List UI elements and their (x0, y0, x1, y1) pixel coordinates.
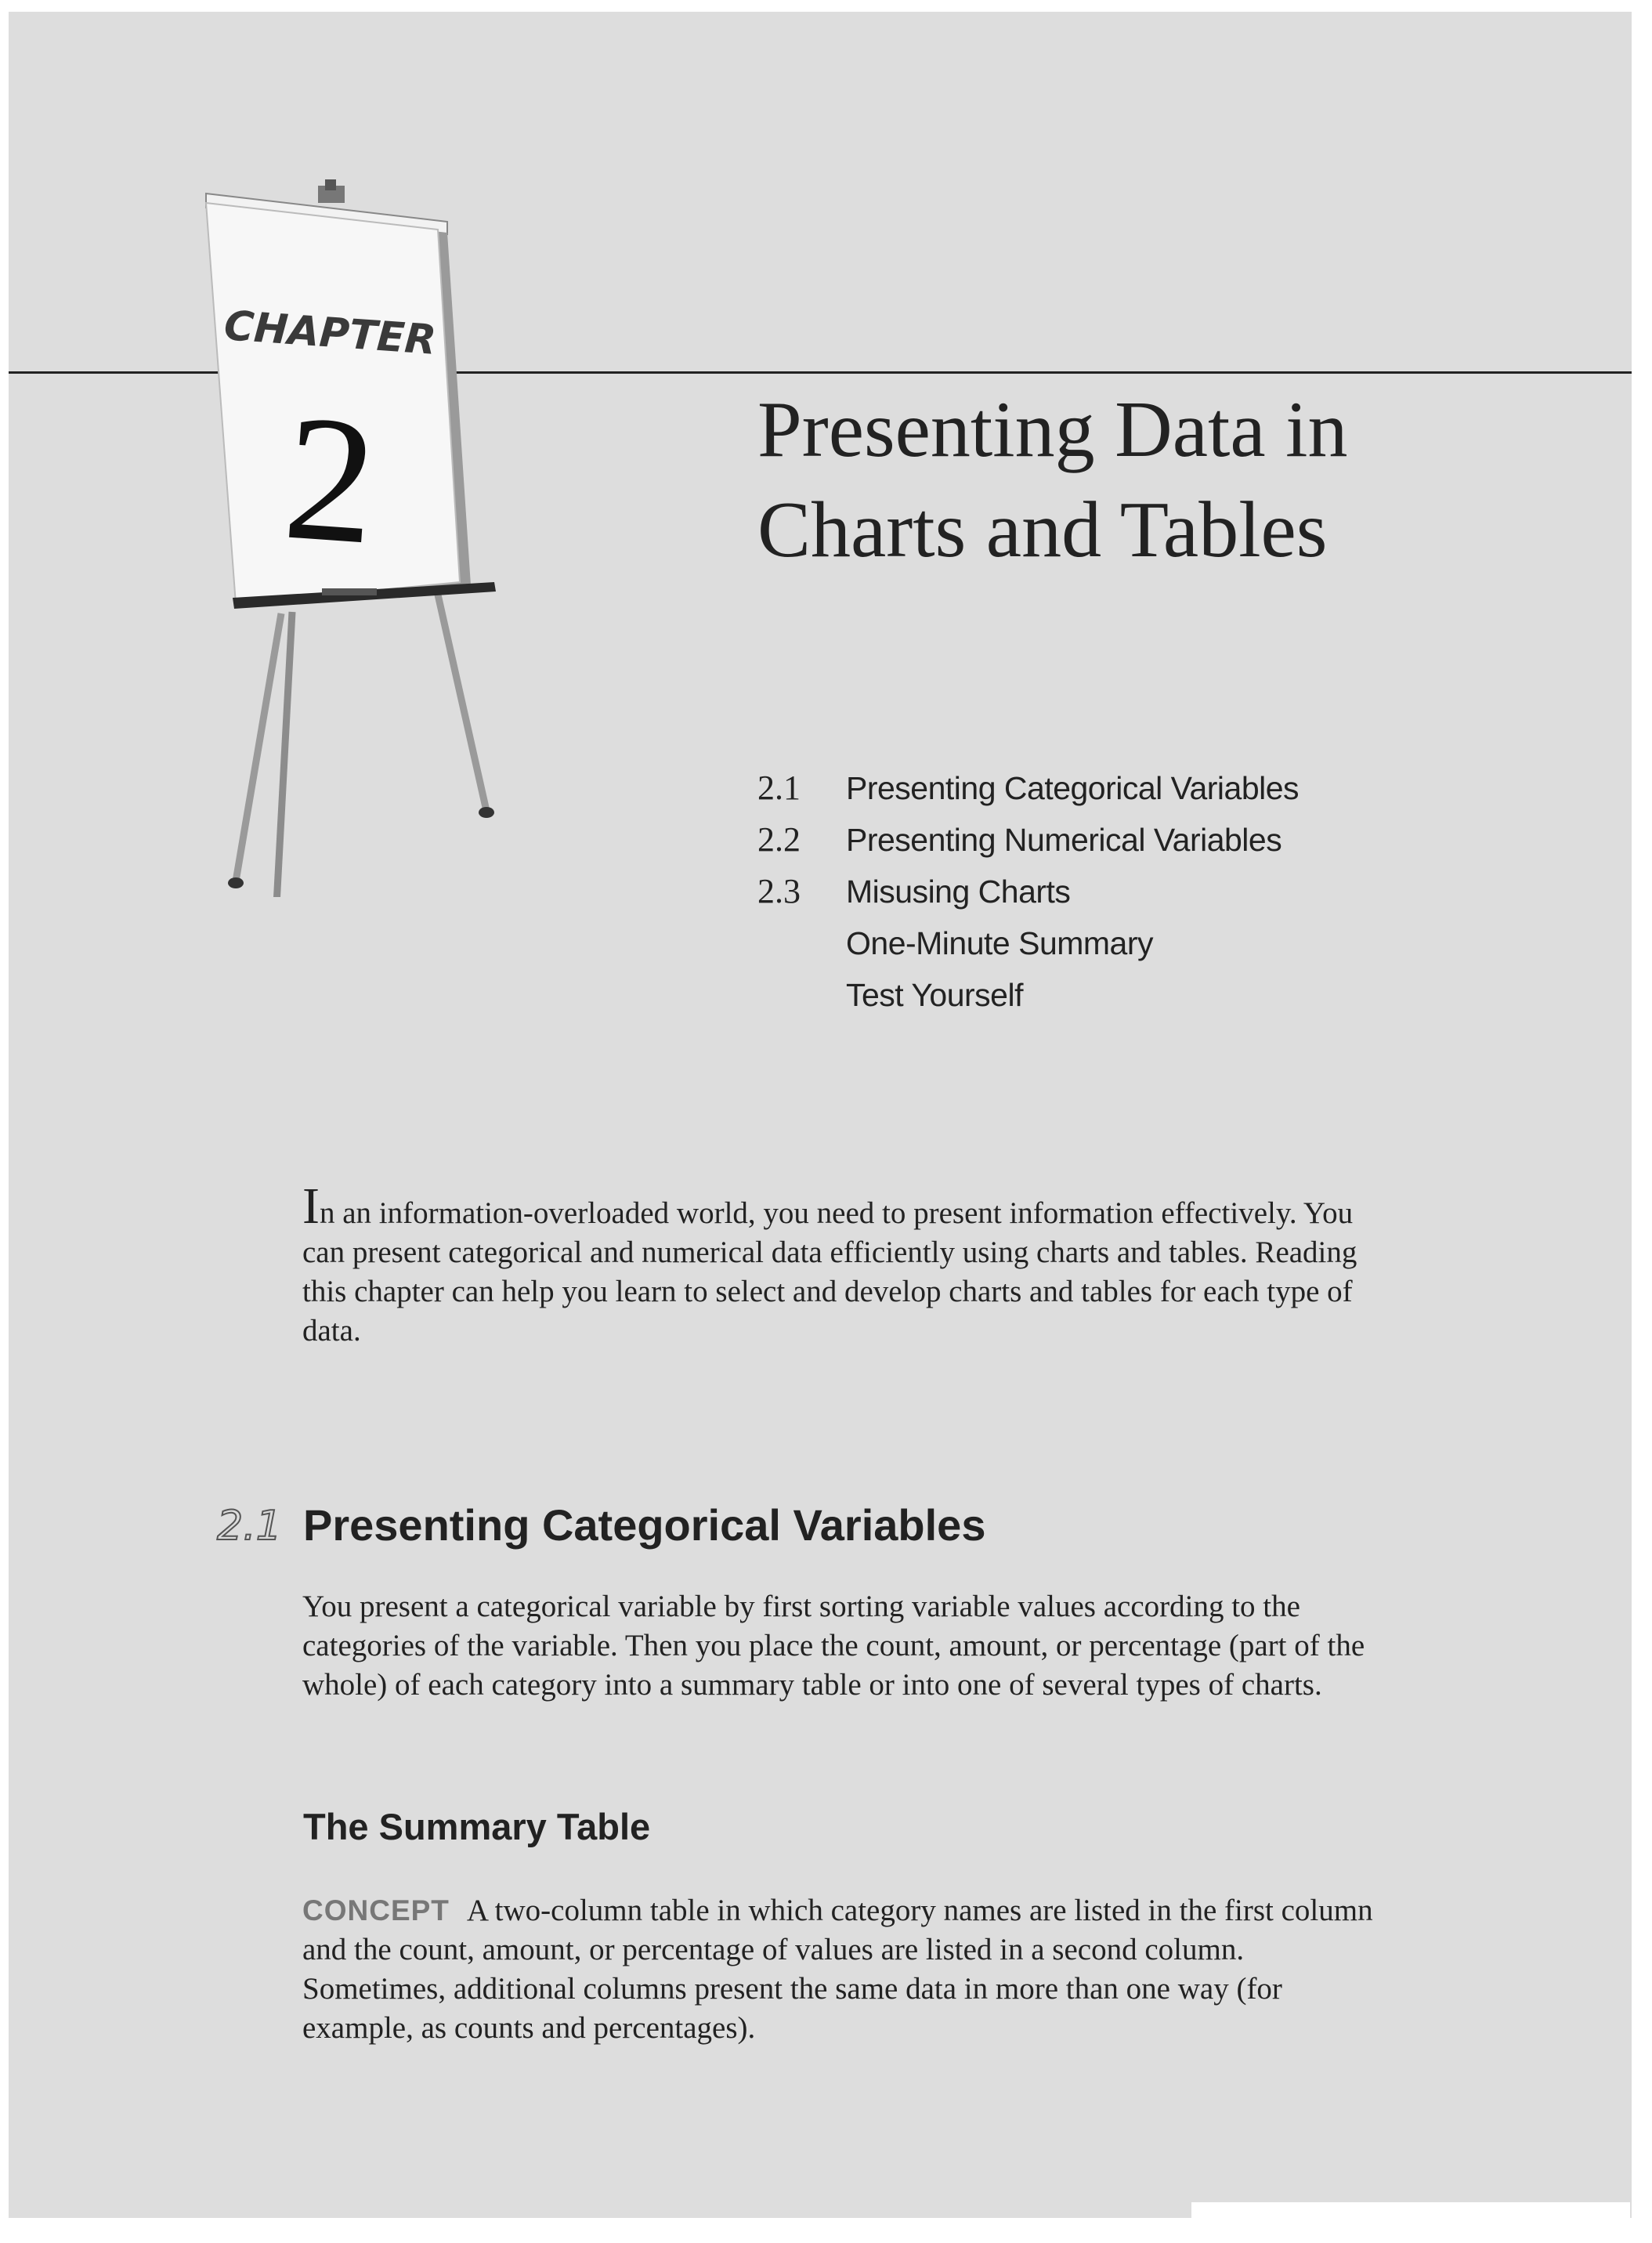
subsection-heading: The Summary Table (303, 1806, 651, 1847)
book-page (9, 12, 1632, 2218)
toc-item (757, 814, 1384, 866)
chapter-title-line2: Charts and Tables (757, 486, 1328, 574)
section-handwritten-number-text: 2.1 (217, 1503, 282, 1550)
easel-leg-back (277, 612, 292, 897)
section-heading: Presenting Categorical Variables (303, 1500, 986, 1550)
toc-item-number: 2.1 (757, 769, 801, 807)
easel-illustration (189, 168, 533, 897)
toc-item-label: Presenting Categorical Variables (846, 770, 1300, 806)
toc-item (757, 969, 1384, 1021)
toc-item-label: Presenting Numerical Variables (846, 822, 1282, 858)
toc-item (757, 866, 1384, 917)
concept-label: CONCEPT (302, 1894, 450, 1926)
concept-paragraph (302, 1891, 1391, 2048)
chapter-title (757, 380, 1580, 581)
easel-leg-front-left (236, 613, 281, 881)
toc-item-label: One-Minute Summary (846, 925, 1154, 961)
intro-text: n an information-overloaded world, you need to present information effectively. You can present categorical and numerical data efficiently using charts and tables. Reading this chapter can help you learn to select and develop charts and tables for each type of data. (302, 1196, 1357, 1348)
easel-leg-front-right (438, 595, 486, 811)
toc-item-label: Test Yourself (846, 977, 1023, 1013)
concept-text: A two-column table in which category names are listed in the first column and the count, amount, or percentage of values are listed in a second column. Sometimes, additional columns present the same data in more than one way (for example, as counts and percentages). (302, 1894, 1373, 2045)
chapter-contents (757, 762, 1384, 1021)
intro-dropcap: I (302, 1178, 320, 1235)
easel-chapter-number: 2 (278, 376, 383, 582)
toc-item-label: Misusing Charts (846, 874, 1071, 910)
chapter-title-line1: Presenting Data in (757, 385, 1348, 474)
toc-item (757, 762, 1384, 814)
section-handwritten-number (214, 1494, 284, 1557)
easel-chapter-word: CHAPTER (222, 302, 438, 364)
page-corner-mark (1191, 2202, 1630, 2218)
section-paragraph: You present a categorical variable by first sorting variable values according to the categories of the variable. Then you place the count, amount, or percentage (part of the whole) of each category into a summary table or into one of several types of charts. (302, 1590, 1365, 1702)
intro-paragraph (302, 1178, 1391, 1351)
toc-item-number: 2.2 (757, 820, 801, 859)
toc-item (757, 917, 1384, 969)
toc-item-number: 2.3 (757, 872, 801, 910)
